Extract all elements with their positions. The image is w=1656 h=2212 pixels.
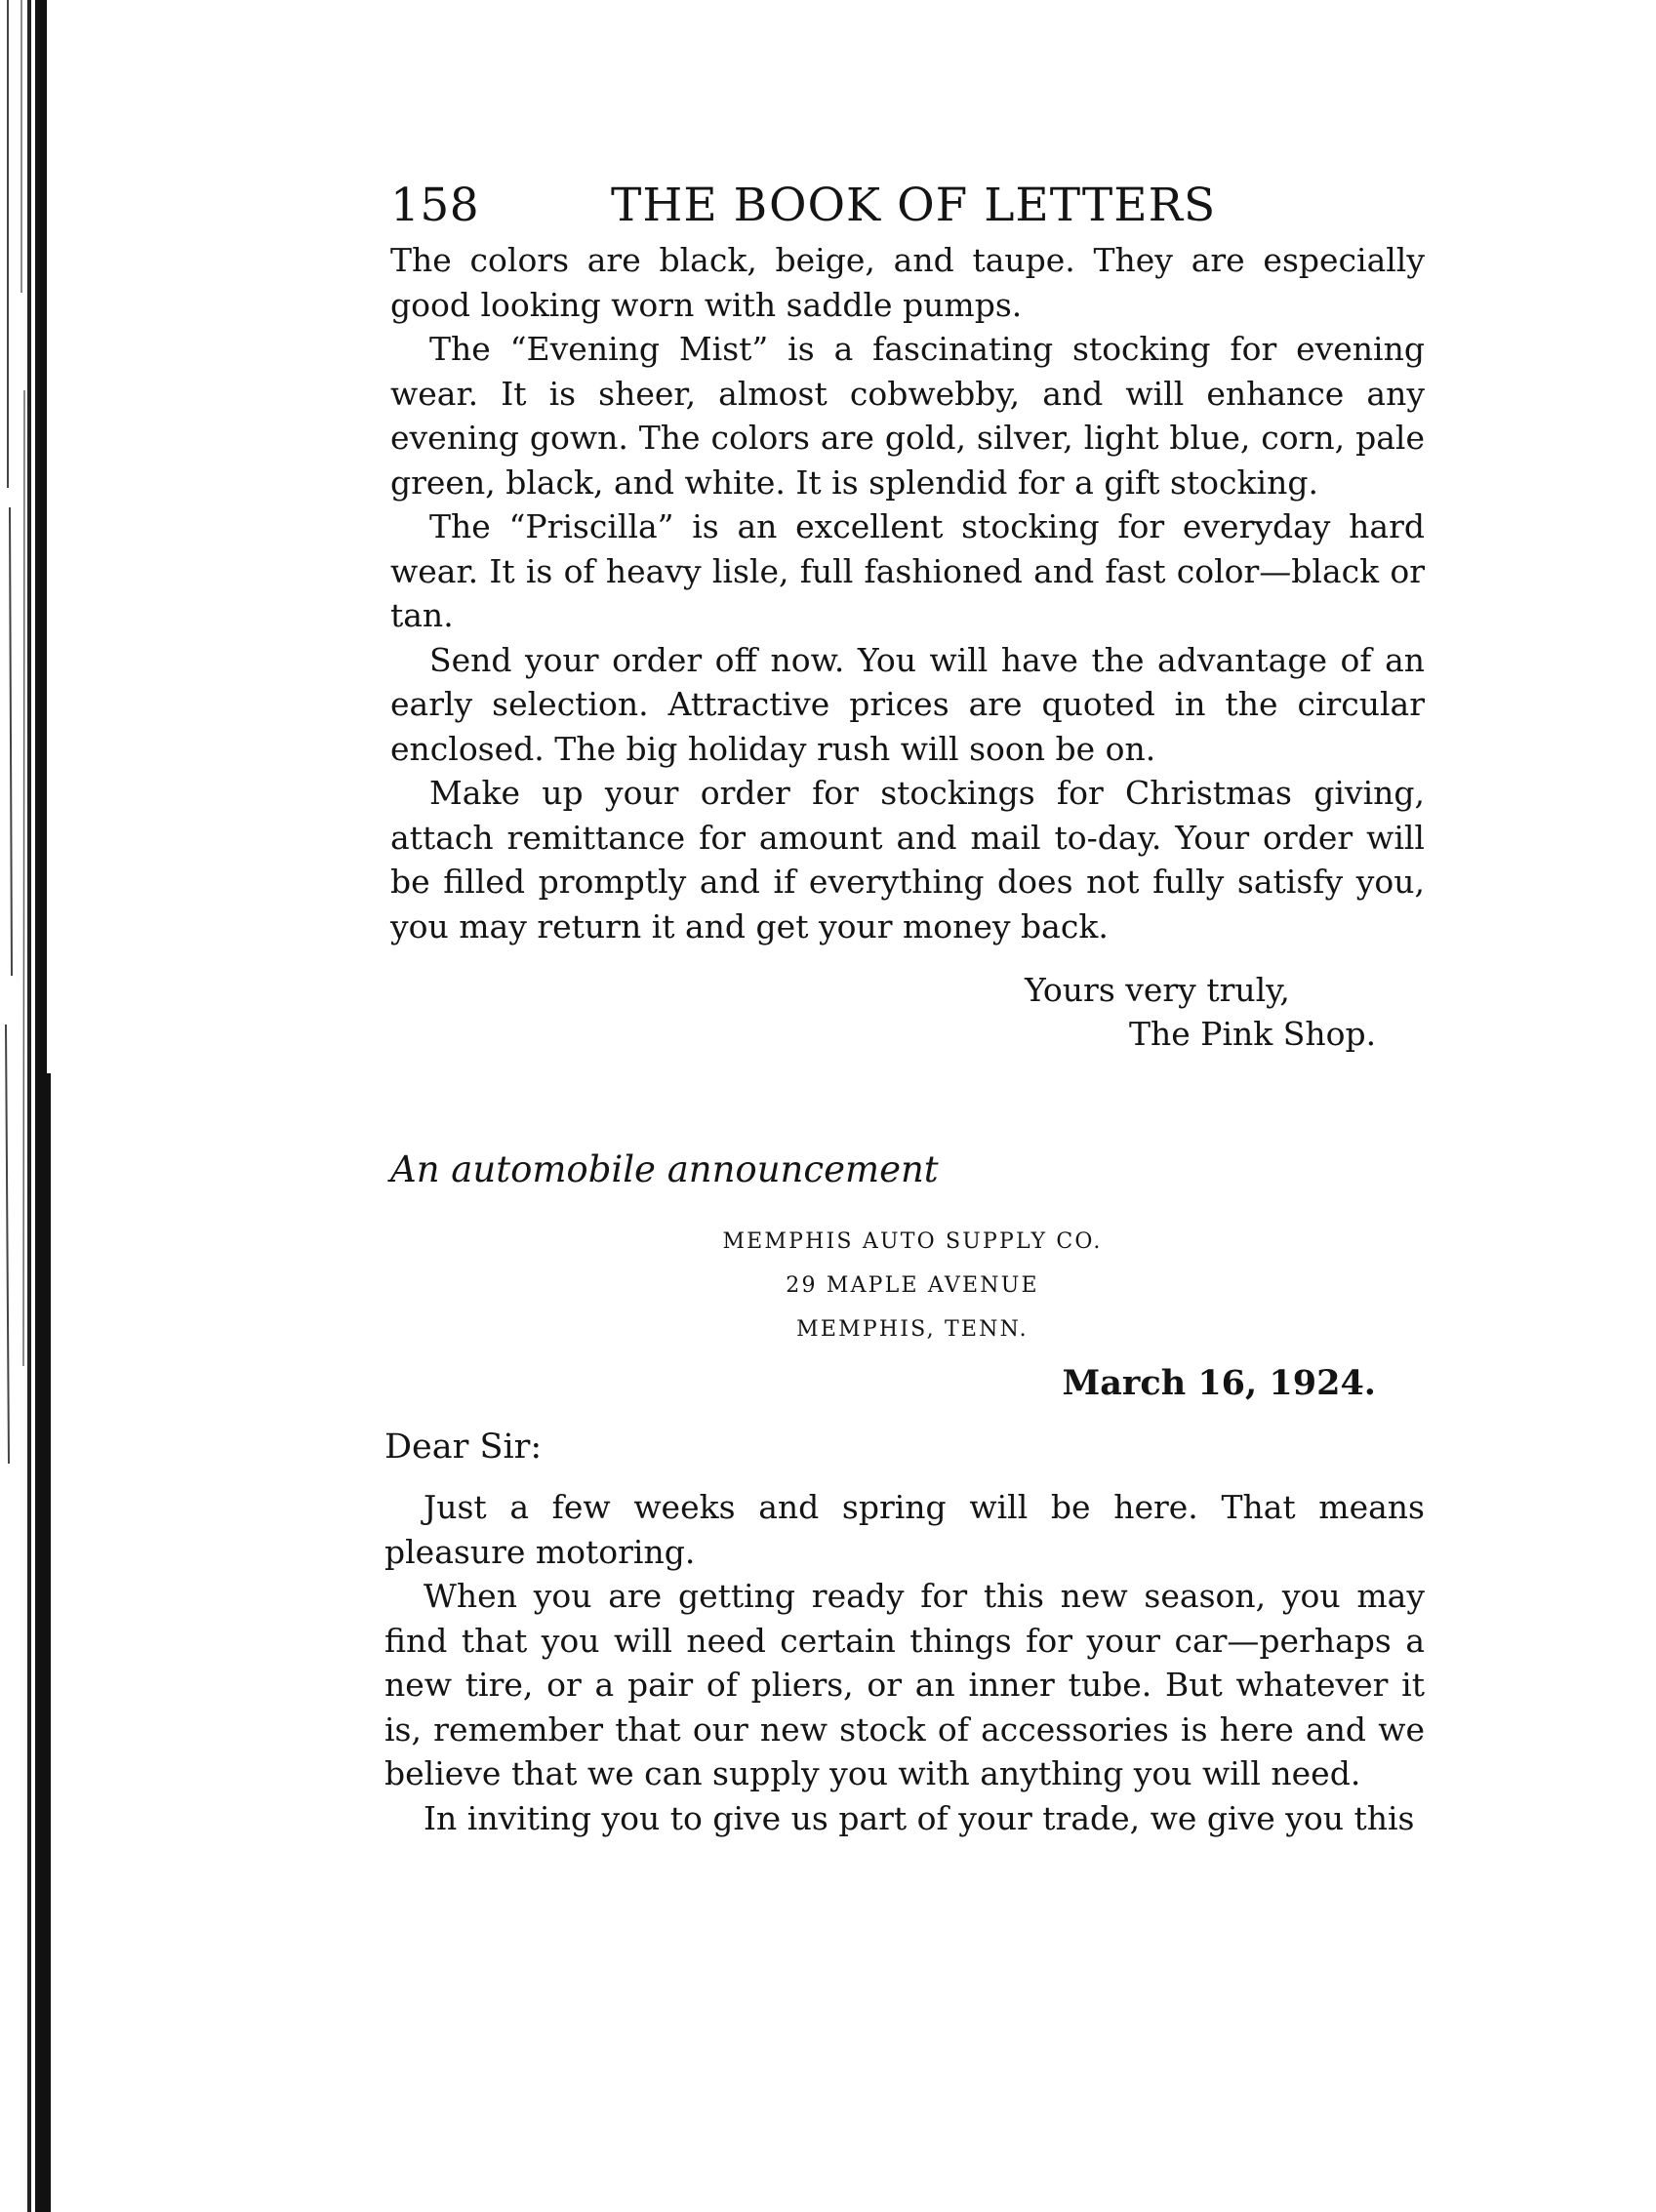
letter-date: March 16, 1924. <box>1062 1363 1376 1403</box>
paragraph: Send your order off now. You will have the advantage of an early selection. Attractive prices are quoted in the circular enclosed. The big holiday rush will soon be on. <box>390 640 1425 768</box>
paragraph: Make up your order for stockings for Christmas giving, attach remittance for amount and mail to-day. Your order will be filled promptly and if everything does not fully satisfy you, you may return it and get your money back. <box>390 774 1425 945</box>
letter-memphis-auto <box>384 1220 1425 1840</box>
salutation: Dear Sir: <box>384 1428 543 1467</box>
letterhead <box>390 1220 1425 1351</box>
letter-pink-shop <box>390 238 1425 1056</box>
binding-edge-shadow <box>0 0 68 2212</box>
complimentary-close: Yours very truly, <box>1025 971 1290 1009</box>
running-head <box>390 176 1425 236</box>
paragraph: Just a few weeks and spring will be here. That means pleasure motoring. <box>384 1488 1425 1571</box>
paragraph: When you are getting ready for this new season, you may find that you will need certain things for your car—perhaps a new tire, or a pair of pliers, or an inner tube. But whatever it is, remember that our new stock of accessories is here and we believe that we can supply you with anything you will need. <box>384 1577 1425 1792</box>
paragraph: The “Evening Mist” is a fascinating stocking for evening wear. It is sheer, almost cobwebby, and will enhance any evening gown. The colors are gold, silver, light blue, corn, pale green, black, and white. It is splendid for a gift stocking. <box>390 330 1425 502</box>
letterhead-city: MEMPHIS, TENN. <box>796 1317 1029 1342</box>
paragraph: In inviting you to give us part of your trade, we give you this <box>424 1798 1415 1837</box>
section-heading: An automobile announcement <box>390 1148 939 1190</box>
book-title: THE BOOK OF LETTERS <box>611 179 1217 232</box>
page-number: 158 <box>390 179 480 232</box>
letterhead-company: MEMPHIS AUTO SUPPLY CO. <box>722 1229 1103 1254</box>
paragraph: The “Priscilla” is an excellent stocking for everyday hard wear. It is of heavy lisle, full fashioned and fast color—black or tan. <box>390 507 1425 634</box>
letterhead-street: 29 MAPLE AVENUE <box>786 1273 1039 1298</box>
paragraph: The colors are black, beige, and taupe. They are especially good looking worn with saddle pumps. <box>390 241 1425 324</box>
book-page <box>384 176 1425 1840</box>
signature: The Pink Shop. <box>1129 1015 1377 1053</box>
letter-closing <box>390 968 1425 1056</box>
